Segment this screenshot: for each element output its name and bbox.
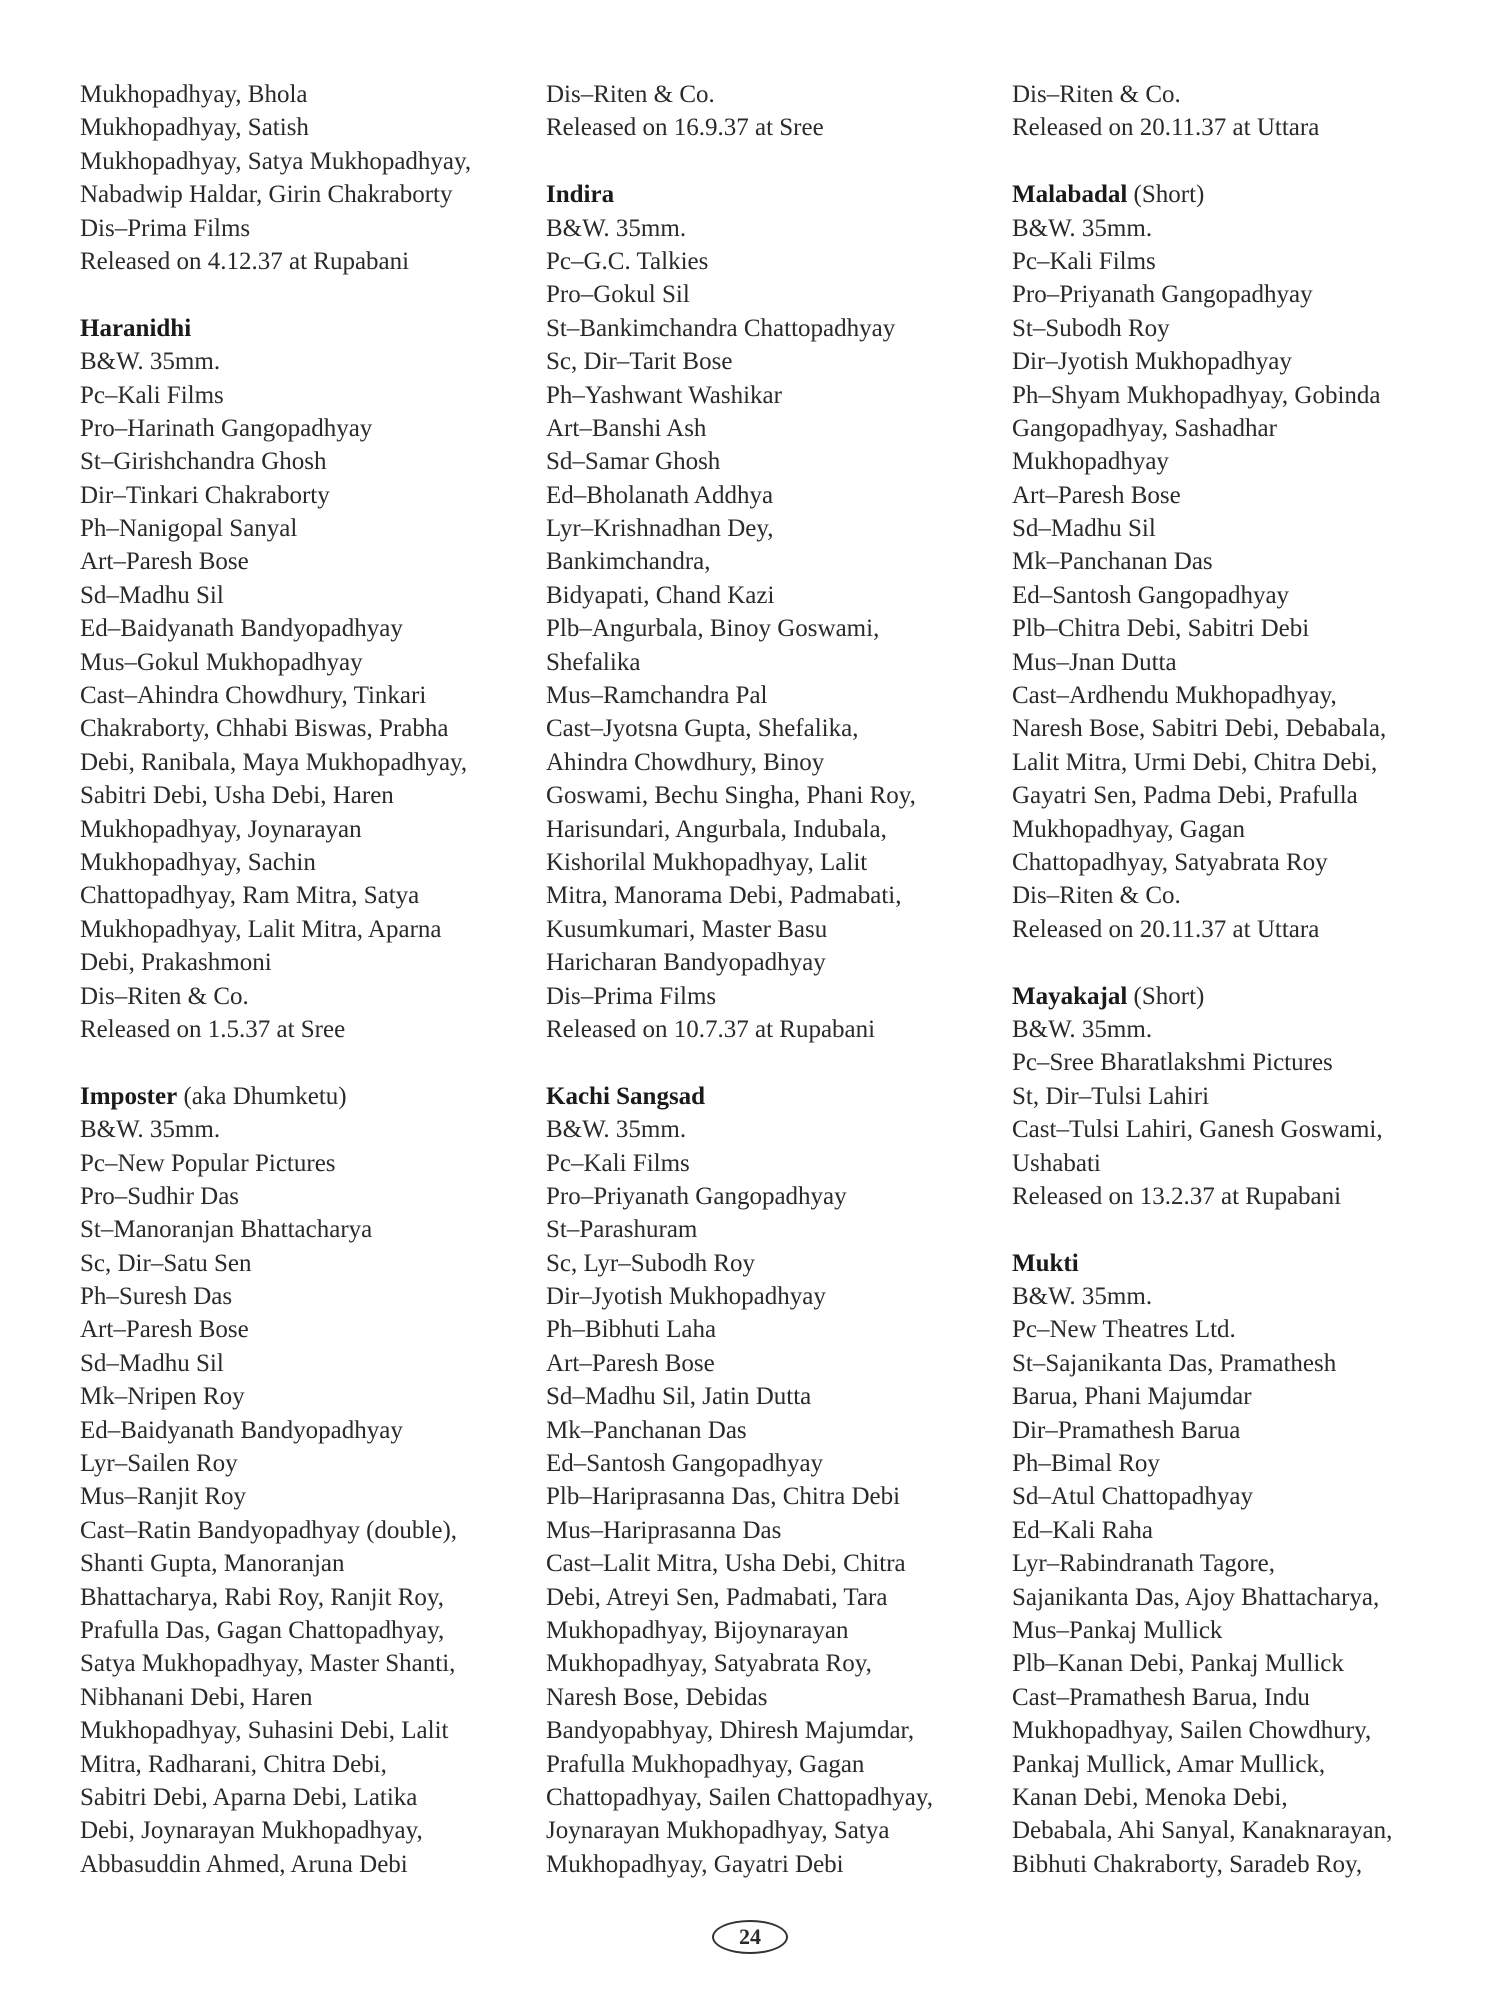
credit-line: Mukhopadhyay, Bijoynarayan	[546, 1616, 849, 1644]
credit-line: St–Girishchandra Ghosh	[80, 448, 327, 476]
credit-line: Plb–Kanan Debi, Pankaj Mullick	[1012, 1650, 1344, 1678]
credit-line: Satya Mukhopadhyay, Master Shanti,	[80, 1650, 456, 1678]
credit-line: Mukhopadhyay, Sailen Chowdhury,	[1012, 1717, 1372, 1745]
film-title: Mukti	[1012, 1249, 1079, 1277]
entry-spacer	[80, 278, 520, 311]
credit-line: Pro–Priyanath Gangopadhyay	[546, 1182, 847, 1210]
credit-line: Ph–Shyam Mukhopadhyay, Gobinda	[1012, 381, 1381, 409]
credit-line: Dis–Riten & Co.	[1012, 882, 1181, 910]
credit-line: Pro–Gokul Sil	[546, 281, 690, 309]
credit-line: Joynarayan Mukhopadhyay, Satya	[546, 1817, 890, 1845]
credit-line: Sabitri Debi, Aparna Debi, Latika	[80, 1783, 418, 1811]
credit-line: B&W. 35mm.	[546, 214, 687, 242]
credit-line: Ushabati	[1012, 1149, 1101, 1177]
entry-spacer	[1012, 1213, 1452, 1246]
credit-line: Shefalika	[546, 648, 641, 676]
column-1	[80, 78, 520, 1881]
credit-line: Abbasuddin Ahmed, Aruna Debi	[80, 1850, 408, 1878]
film-title-line	[1012, 1247, 1452, 1280]
credit-line: St–Manoranjan Bhattacharya	[80, 1216, 373, 1244]
credit-line: Pro–Harinath Gangopadhyay	[80, 414, 373, 442]
credit-line: Sd–Madhu Sil	[80, 581, 224, 609]
credit-line: Art–Paresh Bose	[80, 548, 249, 576]
entry-spacer	[1012, 946, 1452, 979]
credit-line: B&W. 35mm.	[546, 1116, 687, 1144]
credit-line: Lyr–Krishnadhan Dey,	[546, 515, 774, 543]
credit-line: Chattopadhyay, Ram Mitra, Satya	[80, 882, 420, 910]
credit-line: Sc, Dir–Satu Sen	[80, 1249, 252, 1277]
credit-line: Sd–Madhu Sil	[1012, 515, 1156, 543]
credit-line: Mukhopadhyay	[1012, 448, 1169, 476]
credit-line: Plb–Chitra Debi, Sabitri Debi	[1012, 615, 1310, 643]
credit-line: Prafulla Mukhopadhyay, Gagan	[546, 1750, 865, 1778]
credit-line: Mukhopadhyay, Satish	[80, 114, 309, 142]
credit-line: Sd–Madhu Sil, Jatin Dutta	[546, 1383, 812, 1411]
credit-line: Mitra, Manorama Debi, Padmabati,	[546, 882, 902, 910]
credit-line: Goswami, Bechu Singha, Phani Roy,	[546, 782, 916, 810]
credit-line: St–Subodh Roy	[1012, 314, 1170, 342]
credit-line: St–Parashuram	[546, 1216, 698, 1244]
credit-line: Haricharan Bandyopadhyay	[546, 949, 826, 977]
credit-line: Ph–Bimal Roy	[1012, 1450, 1160, 1478]
credit-line: Sc, Lyr–Subodh Roy	[546, 1249, 756, 1277]
credit-line: Mukhopadhyay, Gagan	[1012, 815, 1246, 843]
credit-line: Dir–Tinkari Chakraborty	[80, 481, 330, 509]
credit-line: B&W. 35mm.	[1012, 1283, 1153, 1311]
credit-line: Dir–Jyotish Mukhopadhyay	[546, 1283, 826, 1311]
continued-entry	[546, 78, 986, 145]
credit-line: Dis–Prima Films	[546, 982, 717, 1010]
credit-line: Pc–New Theatres Ltd.	[1012, 1316, 1236, 1344]
credit-line: Cast–Ahindra Chowdhury, Tinkari	[80, 682, 427, 710]
credit-line: Ed–Baidyanath Bandyopadhyay	[80, 615, 403, 643]
credit-line: Plb–Hariprasanna Das, Chitra Debi	[546, 1483, 901, 1511]
credit-line: Cast–Pramathesh Barua, Indu	[1012, 1683, 1310, 1711]
credit-line: Ed–Kali Raha	[1012, 1516, 1153, 1544]
page-number: 24	[712, 1920, 788, 1954]
film-title: Indira	[546, 181, 615, 209]
credit-line: Ed–Santosh Gangopadhyay	[1012, 581, 1290, 609]
credit-line: Released on 16.9.37 at Sree	[546, 114, 824, 142]
credit-line: Ph–Suresh Das	[80, 1283, 233, 1311]
credit-line: Gayatri Sen, Padma Debi, Prafulla	[1012, 782, 1358, 810]
credit-line: Pc–G.C. Talkies	[546, 247, 709, 275]
credit-line: Mus–Ramchandra Pal	[546, 682, 768, 710]
credit-line: Bidyapati, Chand Kazi	[546, 581, 775, 609]
credit-line: Sabitri Debi, Usha Debi, Haren	[80, 782, 394, 810]
credit-line: Art–Paresh Bose	[1012, 481, 1181, 509]
credit-line: Lalit Mitra, Urmi Debi, Chitra Debi,	[1012, 748, 1378, 776]
credit-line: Gangopadhyay, Sashadhar	[1012, 414, 1277, 442]
credit-line: Bandyopabhyay, Dhiresh Majumdar,	[546, 1717, 915, 1745]
credit-line: Pro–Priyanath Gangopadhyay	[1012, 281, 1313, 309]
credit-line: Kishorilal Mukhopadhyay, Lalit	[546, 848, 868, 876]
credit-line: B&W. 35mm.	[80, 1116, 221, 1144]
credit-line: Ph–Nanigopal Sanyal	[80, 515, 298, 543]
credit-line: Mus–Ranjit Roy	[80, 1483, 246, 1511]
credit-line: Cast–Lalit Mitra, Usha Debi, Chitra	[546, 1550, 906, 1578]
credit-line: Art–Banshi Ash	[546, 414, 707, 442]
credit-line: Nabadwip Haldar, Girin Chakraborty	[80, 181, 453, 209]
credit-line: Pro–Sudhir Das	[80, 1182, 240, 1210]
credit-line: Released on 4.12.37 at Rupabani	[80, 247, 410, 275]
credit-line: Cast–Tulsi Lahiri, Ganesh Goswami,	[1012, 1116, 1383, 1144]
credit-line: Mk–Panchanan Das	[1012, 548, 1213, 576]
credit-line: Mk–Nripen Roy	[80, 1383, 245, 1411]
credit-line: Mus–Gokul Mukhopadhyay	[80, 648, 363, 676]
credit-line: Debi, Ranibala, Maya Mukhopadhyay,	[80, 748, 468, 776]
credit-line: St–Bankimchandra Chattopadhyay	[546, 314, 896, 342]
film-entry	[1012, 1247, 1452, 1881]
film-title-note: (Short)	[1127, 982, 1205, 1010]
credit-line: Dir–Pramathesh Barua	[1012, 1416, 1241, 1444]
credit-line: Lyr–Sailen Roy	[80, 1450, 238, 1478]
credit-line: Lyr–Rabindranath Tagore,	[1012, 1550, 1275, 1578]
credit-line: Mukhopadhyay, Sachin	[80, 848, 316, 876]
credit-line: Pc–Kali Films	[80, 381, 224, 409]
credit-line: Mukhopadhyay, Suhasini Debi, Lalit	[80, 1717, 449, 1745]
credit-line: Mus–Pankaj Mullick	[1012, 1616, 1223, 1644]
credit-line: St–Sajanikanta Das, Pramathesh	[1012, 1349, 1337, 1377]
credit-line: Pc–Sree Bharatlakshmi Pictures	[1012, 1049, 1333, 1077]
credit-line: Mukhopadhyay, Joynarayan	[80, 815, 362, 843]
credit-line: Chattopadhyay, Satyabrata Roy	[1012, 848, 1328, 876]
credit-line: Released on 20.11.37 at Uttara	[1012, 114, 1320, 142]
credit-line: Mukhopadhyay, Satyabrata Roy,	[546, 1650, 872, 1678]
entry-spacer	[546, 145, 986, 178]
film-entry	[80, 312, 520, 1047]
film-title: Mayakajal	[1012, 982, 1128, 1010]
film-title-note: (Short)	[1127, 181, 1205, 209]
credit-line: Dis–Riten & Co.	[80, 982, 249, 1010]
credit-line: Sd–Atul Chattopadhyay	[1012, 1483, 1253, 1511]
credit-line: Dis–Prima Films	[80, 214, 251, 242]
credit-line: Art–Paresh Bose	[80, 1316, 249, 1344]
credit-line: Cast–Jyotsna Gupta, Shefalika,	[546, 715, 859, 743]
credit-line: Bhattacharya, Rabi Roy, Ranjit Roy,	[80, 1583, 445, 1611]
credit-line: Kusumkumari, Master Basu	[546, 915, 828, 943]
film-title-note: (aka Dhumketu)	[177, 1082, 347, 1110]
credit-line: Barua, Phani Majumdar	[1012, 1383, 1252, 1411]
film-entry	[546, 1080, 986, 1881]
film-title-line	[80, 312, 520, 345]
credit-line: Mukhopadhyay, Lalit Mitra, Aparna	[80, 915, 442, 943]
credit-line: Ed–Santosh Gangopadhyay	[546, 1450, 824, 1478]
filmography-page	[80, 78, 1460, 1918]
credit-line: Mukhopadhyay, Bhola	[80, 81, 308, 108]
credit-line: Prafulla Das, Gagan Chattopadhyay,	[80, 1616, 445, 1644]
credit-line: Pc–New Popular Pictures	[80, 1149, 336, 1177]
credit-line: B&W. 35mm.	[1012, 214, 1153, 242]
film-entry	[546, 178, 986, 1046]
credit-line: Kanan Debi, Menoka Debi,	[1012, 1783, 1288, 1811]
credit-line: Mitra, Radharani, Chitra Debi,	[80, 1750, 387, 1778]
credit-line: Mus–Jnan Dutta	[1012, 648, 1177, 676]
credit-line: Bankimchandra,	[546, 548, 711, 576]
entry-spacer	[546, 1046, 986, 1079]
credit-line: Released on 13.2.37 at Rupabani	[1012, 1182, 1342, 1210]
credit-line: Naresh Bose, Sabitri Debi, Debabala,	[1012, 715, 1387, 743]
entry-spacer	[1012, 145, 1452, 178]
credit-line: Debabala, Ahi Sanyal, Kanaknarayan,	[1012, 1817, 1393, 1845]
credit-line: Chakraborty, Chhabi Biswas, Prabha	[80, 715, 449, 743]
credit-line: St, Dir–Tulsi Lahiri	[1012, 1082, 1210, 1110]
credit-line: Released on 20.11.37 at Uttara	[1012, 915, 1320, 943]
credit-line: Pc–Kali Films	[546, 1149, 690, 1177]
column-3	[1012, 78, 1452, 1881]
credit-line: Mk–Panchanan Das	[546, 1416, 747, 1444]
film-entry	[1012, 980, 1452, 1214]
film-title: Kachi Sangsad	[546, 1082, 706, 1110]
continued-entry	[80, 78, 520, 278]
credit-line: Naresh Bose, Debidas	[546, 1683, 768, 1711]
credit-line: B&W. 35mm.	[80, 348, 221, 376]
credit-line: Mus–Hariprasanna Das	[546, 1516, 782, 1544]
credit-line: Dir–Jyotish Mukhopadhyay	[1012, 348, 1292, 376]
credit-line: Debi, Prakashmoni	[80, 949, 272, 977]
credit-line: Debi, Atreyi Sen, Padmabati, Tara	[546, 1583, 888, 1611]
film-entry	[1012, 178, 1452, 946]
credit-line: Chattopadhyay, Sailen Chattopadhyay,	[546, 1783, 933, 1811]
credit-line: Cast–Ardhendu Mukhopadhyay,	[1012, 682, 1337, 710]
credit-line: Sd–Madhu Sil	[80, 1349, 224, 1377]
film-entry	[80, 1080, 520, 1881]
credit-line: Shanti Gupta, Manoranjan	[80, 1550, 345, 1578]
credit-line: Dis–Riten & Co.	[546, 81, 715, 108]
credit-line: Sajanikanta Das, Ajoy Bhattacharya,	[1012, 1583, 1380, 1611]
credit-line: Debi, Joynarayan Mukhopadhyay,	[80, 1817, 423, 1845]
credit-line: Pankaj Mullick, Amar Mullick,	[1012, 1750, 1326, 1778]
credit-line: Ed–Bholanath Addhya	[546, 481, 774, 509]
credit-line: Cast–Ratin Bandyopadhyay (double),	[80, 1516, 458, 1544]
credit-line: Sc, Dir–Tarit Bose	[546, 348, 733, 376]
film-title-line	[546, 178, 986, 211]
credit-line: Released on 1.5.37 at Sree	[80, 1015, 346, 1043]
continued-entry	[1012, 78, 1452, 145]
film-title: Malabadal	[1012, 181, 1128, 209]
credit-line: Plb–Angurbala, Binoy Goswami,	[546, 615, 880, 643]
credit-line: Ahindra Chowdhury, Binoy	[546, 748, 825, 776]
credit-line: Harisundari, Angurbala, Indubala,	[546, 815, 887, 843]
film-title: Haranidhi	[80, 314, 192, 342]
credit-line: Nibhanani Debi, Haren	[80, 1683, 313, 1711]
credit-line: B&W. 35mm.	[1012, 1015, 1153, 1043]
credit-line: Mukhopadhyay, Gayatri Debi	[546, 1850, 844, 1878]
credit-line: Dis–Riten & Co.	[1012, 81, 1181, 108]
credit-line: Art–Paresh Bose	[546, 1349, 715, 1377]
credit-line: Ph–Yashwant Washikar	[546, 381, 782, 409]
credit-line: Mukhopadhyay, Satya Mukhopadhyay,	[80, 147, 472, 175]
film-title-line	[1012, 178, 1452, 211]
credit-line: Bibhuti Chakraborty, Saradeb Roy,	[1012, 1850, 1363, 1878]
film-title-line	[546, 1080, 986, 1113]
film-title-line	[80, 1080, 520, 1113]
film-title-line	[1012, 980, 1452, 1013]
column-2	[546, 78, 986, 1881]
credit-line: Ed–Baidyanath Bandyopadhyay	[80, 1416, 403, 1444]
credit-line: Ph–Bibhuti Laha	[546, 1316, 717, 1344]
credit-line: Pc–Kali Films	[1012, 247, 1156, 275]
film-title: Imposter	[80, 1082, 178, 1110]
credit-line: Sd–Samar Ghosh	[546, 448, 721, 476]
credit-line: Released on 10.7.37 at Rupabani	[546, 1015, 876, 1043]
entry-spacer	[80, 1046, 520, 1079]
